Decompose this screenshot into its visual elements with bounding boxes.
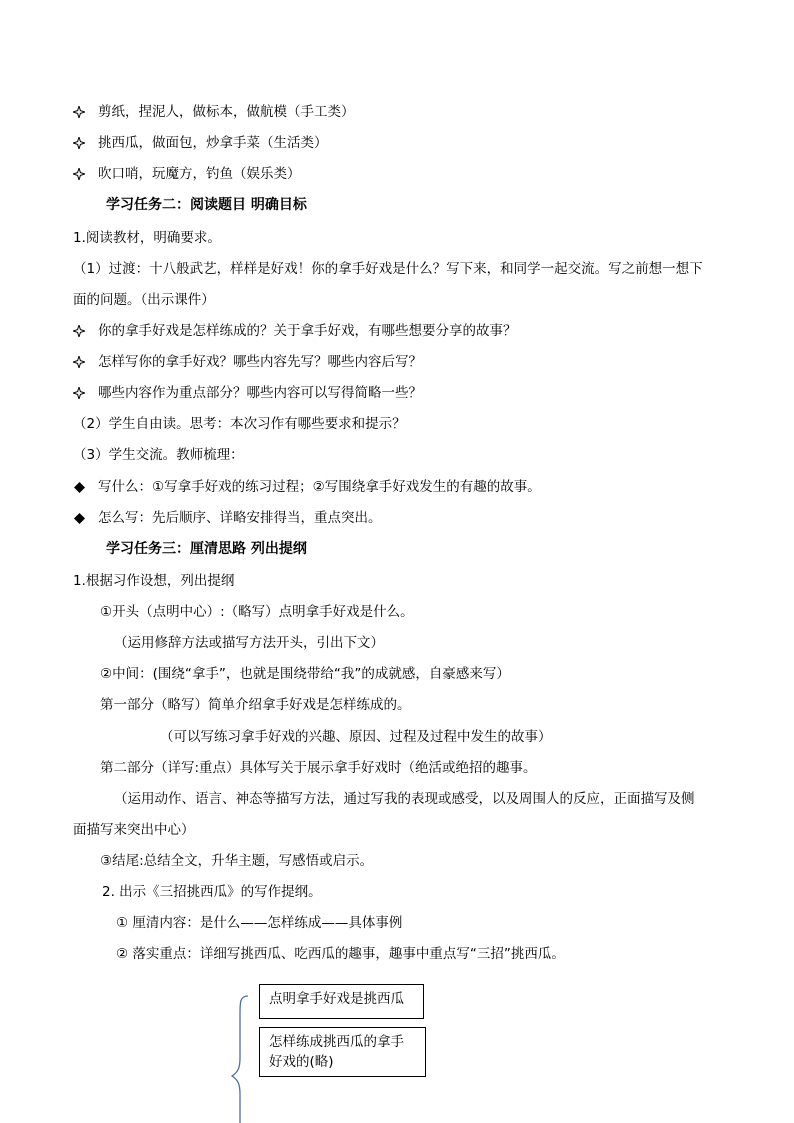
solid-diamond-bullet-icon: [71, 477, 87, 497]
hollow-diamond-bullet-icon: [71, 352, 87, 372]
list-item: 挑西瓜，做面包，炒拿手菜（生活类）: [98, 135, 328, 151]
outline-opening: ①开头（点明中心）:（略写）点明拿手好戏是什么。: [100, 604, 414, 620]
paragraph-line: 面的问题。（出示课件）: [73, 292, 215, 308]
list-item: 剪纸，捏泥人，做标本，做航模（手工类）: [98, 104, 355, 120]
list-item: 怎样写你的拿手好戏？哪些内容先写？哪些内容后写？: [98, 354, 422, 370]
outline-box: [259, 984, 424, 1019]
outline-note: 面描写来突出中心）: [73, 822, 195, 838]
list-item: 写什么：①写拿手好戏的练习过程；②写围绕拿手好戏发生的有趣的故事。: [98, 479, 541, 495]
hollow-diamond-bullet-icon: [71, 164, 87, 184]
section-heading-task3: 学习任务三：厘清思路 列出提纲: [106, 541, 307, 557]
outline-box-text: 怎样练成挑西瓜的拿手: [269, 1034, 404, 1050]
hollow-diamond-bullet-icon: [71, 383, 87, 403]
hollow-diamond-bullet-icon: [71, 321, 87, 341]
step-text: 1.阅读教材，明确要求。: [73, 230, 221, 246]
hollow-diamond-bullet-icon: [71, 102, 87, 122]
list-item: 哪些内容作为重点部分？哪些内容可以写得简略一些？: [98, 385, 422, 401]
paragraph-line: （3）学生交流。教师梳理：: [73, 447, 244, 463]
hollow-diamond-bullet-icon: [71, 133, 87, 153]
paragraph-line: （2）学生自由读。思考：本次习作有哪些要求和提示？: [73, 416, 406, 432]
curly-brace-icon: [226, 994, 256, 1123]
outline-part2: 第二部分（详写:重点）具体写关于展示拿手好戏时（绝活或绝招的趣事。: [100, 760, 537, 776]
outline-box-text: 点明拿手好戏是挑西瓜: [269, 991, 404, 1007]
step-text: 2. 出示《三招挑西瓜》的写作提纲。: [102, 884, 322, 900]
outline-box: [259, 1027, 426, 1077]
outline-box-text: 好戏的(略): [269, 1054, 334, 1070]
list-item: 你的拿手好戏是怎样练成的？关于拿手好戏，有哪些想要分享的故事？: [98, 323, 517, 339]
list-item: 吹口哨，玩魔方，钓鱼（娱乐类）: [98, 166, 301, 182]
step-text: 1.根据习作设想，列出提纲: [73, 573, 235, 589]
outline-note: （运用动作、语言、神态等描写方法，通过写我的表现或感受，以及周围人的反应，正面描写及侧: [114, 791, 695, 807]
solid-diamond-bullet-icon: [71, 508, 87, 528]
outline-note: （可以写练习拿手好戏的兴趣、原因、过程及过程中发生的故事）: [160, 729, 552, 745]
outline-ending: ③结尾:总结全文，升华主题，写感悟或启示。: [100, 853, 374, 869]
outline-note: （运用修辞方法或描写方法开头，引出下文）: [114, 635, 384, 651]
outline-part1: 第一部分（略写）简单介绍拿手好戏是怎样练成的。: [100, 697, 411, 713]
outline-middle: ②中间：(围绕“拿手”，也就是围绕带给“我”的成就感，自豪感来写）: [100, 666, 510, 682]
section-heading-task2: 学习任务二：阅读题目 明确目标: [106, 197, 307, 213]
outline-sub-item: ② 落实重点：详细写挑西瓜、吃西瓜的趣事，趣事中重点写“三招”挑西瓜。: [116, 946, 565, 962]
paragraph-line: （1）过渡：十八般武艺，样样是好戏！你的拿手好戏是什么？写下来，和同学一起交流。写之前想一想下: [73, 261, 703, 277]
list-item: 怎么写：先后顺序、详略安排得当，重点突出。: [98, 510, 382, 526]
outline-sub-item: ① 厘清内容：是什么——怎样练成——具体事例: [116, 915, 403, 931]
